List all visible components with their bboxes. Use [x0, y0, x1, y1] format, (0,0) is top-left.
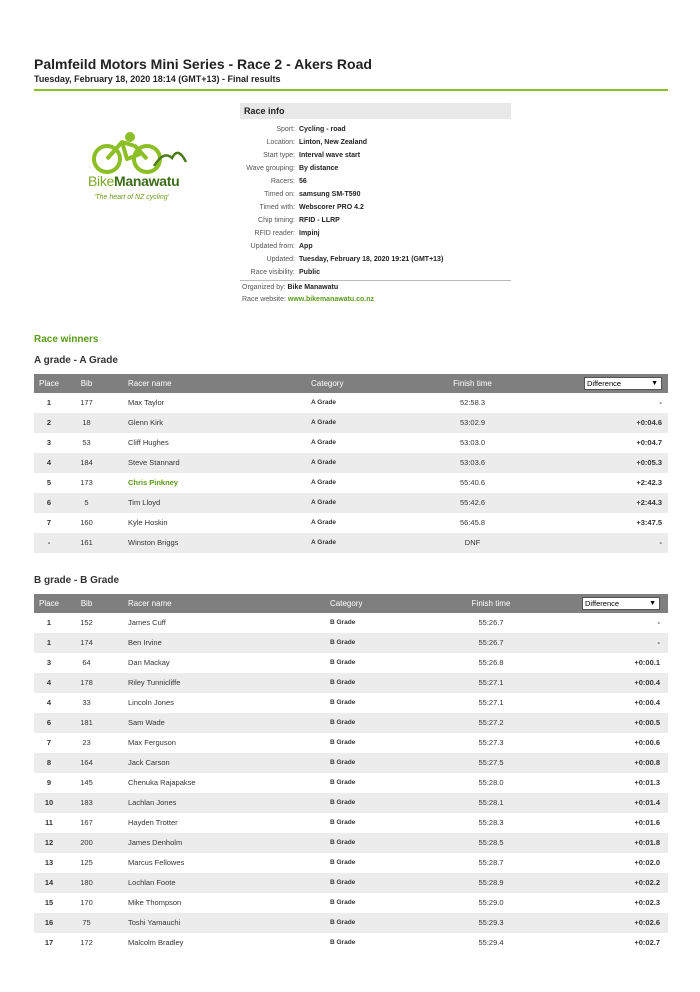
- cell-place: 4: [46, 678, 52, 687]
- cell-name: Steve Stannard: [128, 458, 180, 467]
- cell-place: 2: [46, 418, 52, 427]
- cell-diff: +0:02.0: [634, 858, 660, 867]
- cell-place: 1: [46, 618, 52, 627]
- cell-category: A Grade: [311, 459, 337, 466]
- race-info-label: Racers:: [270, 178, 295, 185]
- cell-place: 4: [46, 458, 52, 467]
- cell-category: B Grade: [330, 759, 356, 766]
- cell-diff: +0:00.1: [634, 658, 660, 667]
- cell-time: 55:28.7: [478, 858, 504, 867]
- cell-time: 55:27.1: [478, 698, 504, 707]
- race-info-value: Tuesday, February 18, 2020 19:21 (GMT+13): [299, 256, 444, 263]
- cell-name: Lincoln Jones: [128, 698, 174, 707]
- cell-place: 13: [44, 858, 54, 867]
- cell-bib: 177: [80, 398, 93, 407]
- cell-category: B Grade: [330, 819, 356, 826]
- cell-place: 4: [46, 698, 52, 707]
- cell-category: A Grade: [311, 439, 337, 446]
- cell-diff: +3:47.5: [636, 518, 662, 527]
- race-info-row: [240, 240, 511, 253]
- cell-name: Jack Carson: [128, 758, 170, 767]
- cell-bib: 75: [82, 918, 91, 927]
- table-row: [34, 713, 668, 733]
- cell-place: 1: [46, 638, 52, 647]
- cell-diff: +0:01.8: [634, 838, 660, 847]
- cell-diff: +0:04.6: [636, 418, 662, 427]
- race-info-row: [240, 123, 511, 136]
- cell-diff: -: [657, 638, 660, 647]
- cell-bib: 180: [80, 878, 93, 887]
- cell-category: B Grade: [330, 739, 356, 746]
- cell-time: 55:27.2: [478, 718, 504, 727]
- table-header: [34, 374, 668, 393]
- cell-bib: 174: [80, 638, 93, 647]
- race-info-label: Start type:: [263, 152, 295, 159]
- cell-time: 55:26.7: [478, 638, 504, 647]
- cell-bib: 145: [80, 778, 93, 787]
- cell-time: 55:27.3: [478, 738, 504, 747]
- cell-bib: 164: [80, 758, 93, 767]
- table-row: [34, 533, 668, 553]
- cell-place: 8: [46, 758, 52, 767]
- cell-diff: -: [659, 398, 662, 407]
- cell-name: James Denholm: [128, 838, 183, 847]
- cell-place: -: [47, 538, 51, 547]
- table-row: [34, 653, 668, 673]
- race-info-label: Updated:: [266, 256, 295, 263]
- cell-category: A Grade: [311, 479, 337, 486]
- logo-tagline: 'The heart of NZ cycling': [94, 194, 170, 201]
- cell-time: 53:03.6: [459, 458, 486, 467]
- cell-time: DNF: [464, 538, 481, 547]
- cell-diff: +0:00.4: [634, 698, 660, 707]
- cell-place: 3: [46, 658, 52, 667]
- race-info-row: [240, 214, 511, 227]
- column-header-place: Place: [38, 379, 59, 388]
- page-subtitle: Tuesday, February 18, 2020 18:14 (GMT+13) - Final results: [34, 74, 281, 84]
- race-info-label: Sport:: [276, 126, 295, 133]
- cell-place: 17: [44, 938, 54, 947]
- race-info-panel: [240, 103, 511, 279]
- table-row: [34, 473, 668, 493]
- cell-diff: +0:02.2: [634, 878, 660, 887]
- cell-bib: 125: [80, 858, 93, 867]
- cell-bib: 160: [80, 518, 93, 527]
- difference-select[interactable]: [582, 597, 660, 610]
- cell-name: Hayden Trotter: [128, 818, 178, 827]
- cell-bib: 5: [84, 498, 89, 507]
- race-info-label: Wave grouping:: [246, 165, 295, 172]
- grade-title-a: A grade - A Grade: [34, 355, 118, 366]
- cell-bib: 18: [82, 418, 91, 427]
- cell-diff: +0:01.6: [634, 818, 660, 827]
- race-info-row: [240, 136, 511, 149]
- race-info-label: RFID reader:: [254, 230, 295, 237]
- cell-category: B Grade: [330, 699, 356, 706]
- table-row: [34, 493, 668, 513]
- table-row: [34, 913, 668, 933]
- cell-category: B Grade: [330, 839, 356, 846]
- cell-place: 6: [46, 718, 52, 727]
- column-header-bib: Bib: [80, 599, 93, 608]
- logo-wordmark: BikeManawatu: [88, 173, 180, 189]
- table-row: [34, 613, 668, 633]
- cell-bib: 23: [82, 738, 91, 747]
- table-row: [34, 793, 668, 813]
- cell-name: Kyle Hoskin: [128, 518, 168, 527]
- cell-name: Glenn Kirk: [128, 418, 164, 427]
- cell-bib: 183: [80, 798, 93, 807]
- results-table-a: [34, 374, 668, 553]
- race-info-value: Webscorer PRO 4.2: [299, 204, 364, 211]
- cell-bib: 152: [80, 618, 93, 627]
- race-winners-title: Race winners: [34, 334, 99, 345]
- cell-diff: +0:02.3: [634, 898, 660, 907]
- cell-time: 55:40.6: [459, 478, 486, 487]
- cell-diff: -: [657, 618, 660, 627]
- cell-name: Mike Thompson: [128, 898, 182, 907]
- race-info-label: Updated from:: [250, 243, 295, 250]
- cell-category: A Grade: [311, 519, 337, 526]
- cell-category: B Grade: [330, 639, 356, 646]
- cell-time: 55:28.0: [478, 778, 504, 787]
- difference-select-value: Difference: [585, 599, 620, 609]
- cell-place: 11: [45, 818, 53, 827]
- table-row: [34, 833, 668, 853]
- difference-select-value: Difference: [587, 379, 622, 389]
- cell-name: Dan Mackay: [128, 658, 170, 667]
- cell-time: 55:26.7: [478, 618, 504, 627]
- cell-category: B Grade: [330, 719, 356, 726]
- header-divider: [34, 89, 668, 91]
- page-title: Palmfeild Motors Mini Series - Race 2 - Akers Road: [34, 56, 372, 72]
- table-row: [34, 853, 668, 873]
- cell-place: 14: [44, 878, 54, 887]
- cell-category: B Grade: [330, 799, 356, 806]
- cell-category: A Grade: [311, 539, 337, 546]
- cell-diff: +0:04.7: [636, 438, 662, 447]
- cell-category: B Grade: [330, 919, 356, 926]
- cell-category: B Grade: [330, 939, 356, 946]
- table-row: [34, 433, 668, 453]
- cell-diff: +0:01.3: [634, 778, 660, 787]
- cell-category: B Grade: [330, 879, 356, 886]
- cell-diff: +0:01.4: [634, 798, 660, 807]
- cell-place: 16: [44, 918, 54, 927]
- cell-name: Ben Irvine: [128, 638, 162, 647]
- race-info-value: Interval wave start: [299, 152, 361, 159]
- cell-name: Max Ferguson: [128, 738, 176, 747]
- column-header-category: Category: [330, 599, 363, 608]
- cell-bib: 64: [82, 658, 91, 667]
- race-info-value: App: [299, 243, 313, 250]
- column-header-place: Place: [38, 599, 59, 608]
- cell-place: 3: [46, 438, 52, 447]
- race-info-table: [240, 123, 511, 279]
- cell-place: 1: [46, 398, 52, 407]
- table-row: [34, 873, 668, 893]
- race-info-row: [240, 162, 511, 175]
- cell-bib: 184: [80, 458, 93, 467]
- cell-category: B Grade: [330, 779, 356, 786]
- table-row: [34, 413, 668, 433]
- cell-category: B Grade: [330, 859, 356, 866]
- cell-time: 55:42.6: [459, 498, 486, 507]
- table-header: [34, 594, 668, 613]
- cell-diff: +0:00.4: [634, 678, 660, 687]
- race-info-row: [240, 188, 511, 201]
- cell-category: B Grade: [330, 659, 356, 666]
- table-row: [34, 813, 668, 833]
- cell-time: 53:03.0: [459, 438, 486, 447]
- cell-name: Tim Lloyd: [128, 498, 161, 507]
- cell-time: 55:26.8: [478, 658, 504, 667]
- race-info-value: 56: [299, 178, 307, 185]
- table-row: [34, 933, 668, 953]
- cell-time: 55:27.1: [478, 678, 504, 687]
- cell-bib: 161: [80, 538, 93, 547]
- race-info-row: [240, 175, 511, 188]
- cell-category: B Grade: [330, 679, 356, 686]
- cell-bib: 181: [80, 718, 93, 727]
- column-header-bib: Bib: [80, 379, 93, 388]
- column-header-name: Racer name: [128, 379, 172, 388]
- cell-category: A Grade: [311, 499, 337, 506]
- table-row: [34, 893, 668, 913]
- cell-name: Lachlan Jones: [128, 798, 177, 807]
- race-info-row: [240, 253, 511, 266]
- cell-time: 55:28.3: [478, 818, 504, 827]
- race-info-label: Timed on:: [264, 191, 295, 198]
- race-info-row: [240, 266, 511, 279]
- cell-time: 55:29.4: [478, 938, 504, 947]
- cell-name: Sam Wade: [128, 718, 165, 727]
- cell-diff: +0:05.3: [636, 458, 662, 467]
- cell-bib: 53: [82, 438, 91, 447]
- cell-time: 55:27.5: [478, 758, 504, 767]
- cell-time: 55:28.5: [478, 838, 504, 847]
- cell-diff: +0:00.6: [634, 738, 660, 747]
- cell-bib: 170: [80, 898, 93, 907]
- cell-bib: 172: [80, 938, 93, 947]
- cell-time: 55:29.3: [478, 918, 504, 927]
- results-table-b: [34, 594, 668, 953]
- cell-diff: +2:44.3: [636, 498, 662, 507]
- cell-bib: 200: [80, 838, 93, 847]
- race-info-value: Public: [299, 269, 321, 276]
- race-info-row: [240, 227, 511, 240]
- cell-name: Chenuka Rajapakse: [128, 778, 196, 787]
- race-info-value: Impinj: [299, 230, 320, 237]
- organized-by: Organized by: Bike Manawatu: [242, 284, 339, 291]
- race-info-label: Race visibility:: [250, 269, 295, 276]
- cell-time: 55:28.9: [478, 878, 504, 887]
- cell-name: Toshi Yamauchi: [128, 918, 181, 927]
- table-row: [34, 773, 668, 793]
- race-info-value: samsung SM-T590: [299, 191, 361, 198]
- table-row: [34, 393, 668, 413]
- cell-name: Malcolm Bradley: [128, 938, 184, 947]
- table-row: [34, 733, 668, 753]
- cell-name: Max Taylor: [128, 398, 165, 407]
- table-row: [34, 453, 668, 473]
- cell-place: 9: [46, 778, 52, 787]
- cell-place: 12: [44, 838, 54, 847]
- cell-name: James Cuff: [128, 618, 166, 627]
- race-info-value: Cycling - road: [299, 126, 346, 133]
- cell-name: [109, 473, 310, 493]
- cell-place: 10: [44, 798, 54, 807]
- column-header-diff: [536, 374, 666, 393]
- racer-name-link[interactable]: Chris Pinkney: [128, 478, 179, 487]
- column-header-name: Racer name: [128, 599, 172, 608]
- cell-bib: 178: [80, 678, 93, 687]
- table-row: [34, 633, 668, 653]
- page-header: [34, 56, 668, 85]
- cell-category: A Grade: [311, 419, 337, 426]
- race-info-value: RFID - LLRP: [299, 217, 340, 224]
- table-row: [34, 753, 668, 773]
- cell-bib: 173: [80, 478, 93, 487]
- cell-category: B Grade: [330, 619, 356, 626]
- cell-category: B Grade: [330, 899, 356, 906]
- cell-time: 56:45.8: [459, 518, 486, 527]
- table-row: [34, 513, 668, 533]
- race-info-row: [240, 201, 511, 214]
- cell-diff: -: [659, 538, 662, 547]
- column-header-time: Finish time: [453, 379, 492, 388]
- cell-place: 5: [46, 478, 52, 487]
- cell-bib: 167: [80, 818, 93, 827]
- race-info-value: By distance: [299, 165, 339, 172]
- cell-category: A Grade: [311, 399, 337, 406]
- race-info-label: Timed with:: [259, 204, 295, 211]
- cell-name: Winston Briggs: [128, 538, 179, 547]
- cell-name: Riley Tunnicliffe: [128, 678, 181, 687]
- cell-name: Marcus Fellowes: [128, 858, 185, 867]
- cell-diff: +2:42.3: [636, 478, 662, 487]
- cell-place: 7: [46, 738, 52, 747]
- cell-time: 55:29.0: [478, 898, 504, 907]
- race-info-divider: [240, 280, 511, 281]
- cell-name: Cliff Hughes: [128, 438, 169, 447]
- column-header-diff: [556, 594, 664, 613]
- table-row: [34, 693, 668, 713]
- race-info-value: Linton, New Zealand: [299, 139, 368, 146]
- race-info-label: Chip timing:: [258, 217, 295, 224]
- cell-diff: +0:00.5: [634, 718, 660, 727]
- cell-place: 7: [46, 518, 52, 527]
- race-info-row: [240, 149, 511, 162]
- cell-diff: +0:02.7: [634, 938, 660, 947]
- column-header-category: Category: [311, 379, 344, 388]
- cell-time: 55:28.1: [478, 798, 504, 807]
- cell-bib: 33: [82, 698, 91, 707]
- race-website: Race website: www.bikemanawatu.co.nz: [242, 296, 375, 303]
- cell-diff: +0:02.6: [634, 918, 660, 927]
- cell-place: 6: [46, 498, 52, 507]
- race-info-heading: Race info: [240, 103, 511, 119]
- cell-time: 52:58.3: [459, 398, 486, 407]
- race-website-link[interactable]: www.bikemanawatu.co.nz: [287, 296, 375, 303]
- cell-name: Lochlan Foote: [128, 878, 176, 887]
- dropdown-arrow-icon: ▼: [651, 380, 658, 388]
- cell-place: 15: [44, 898, 54, 907]
- grade-title-b: B grade - B Grade: [34, 575, 120, 586]
- dropdown-arrow-icon: ▼: [649, 600, 656, 608]
- race-info-label: Location:: [266, 139, 295, 146]
- column-header-time: Finish time: [471, 599, 511, 608]
- cell-diff: +0:00.8: [634, 758, 660, 767]
- difference-select[interactable]: [584, 377, 662, 390]
- table-row: [34, 673, 668, 693]
- cell-time: 53:02.9: [459, 418, 486, 427]
